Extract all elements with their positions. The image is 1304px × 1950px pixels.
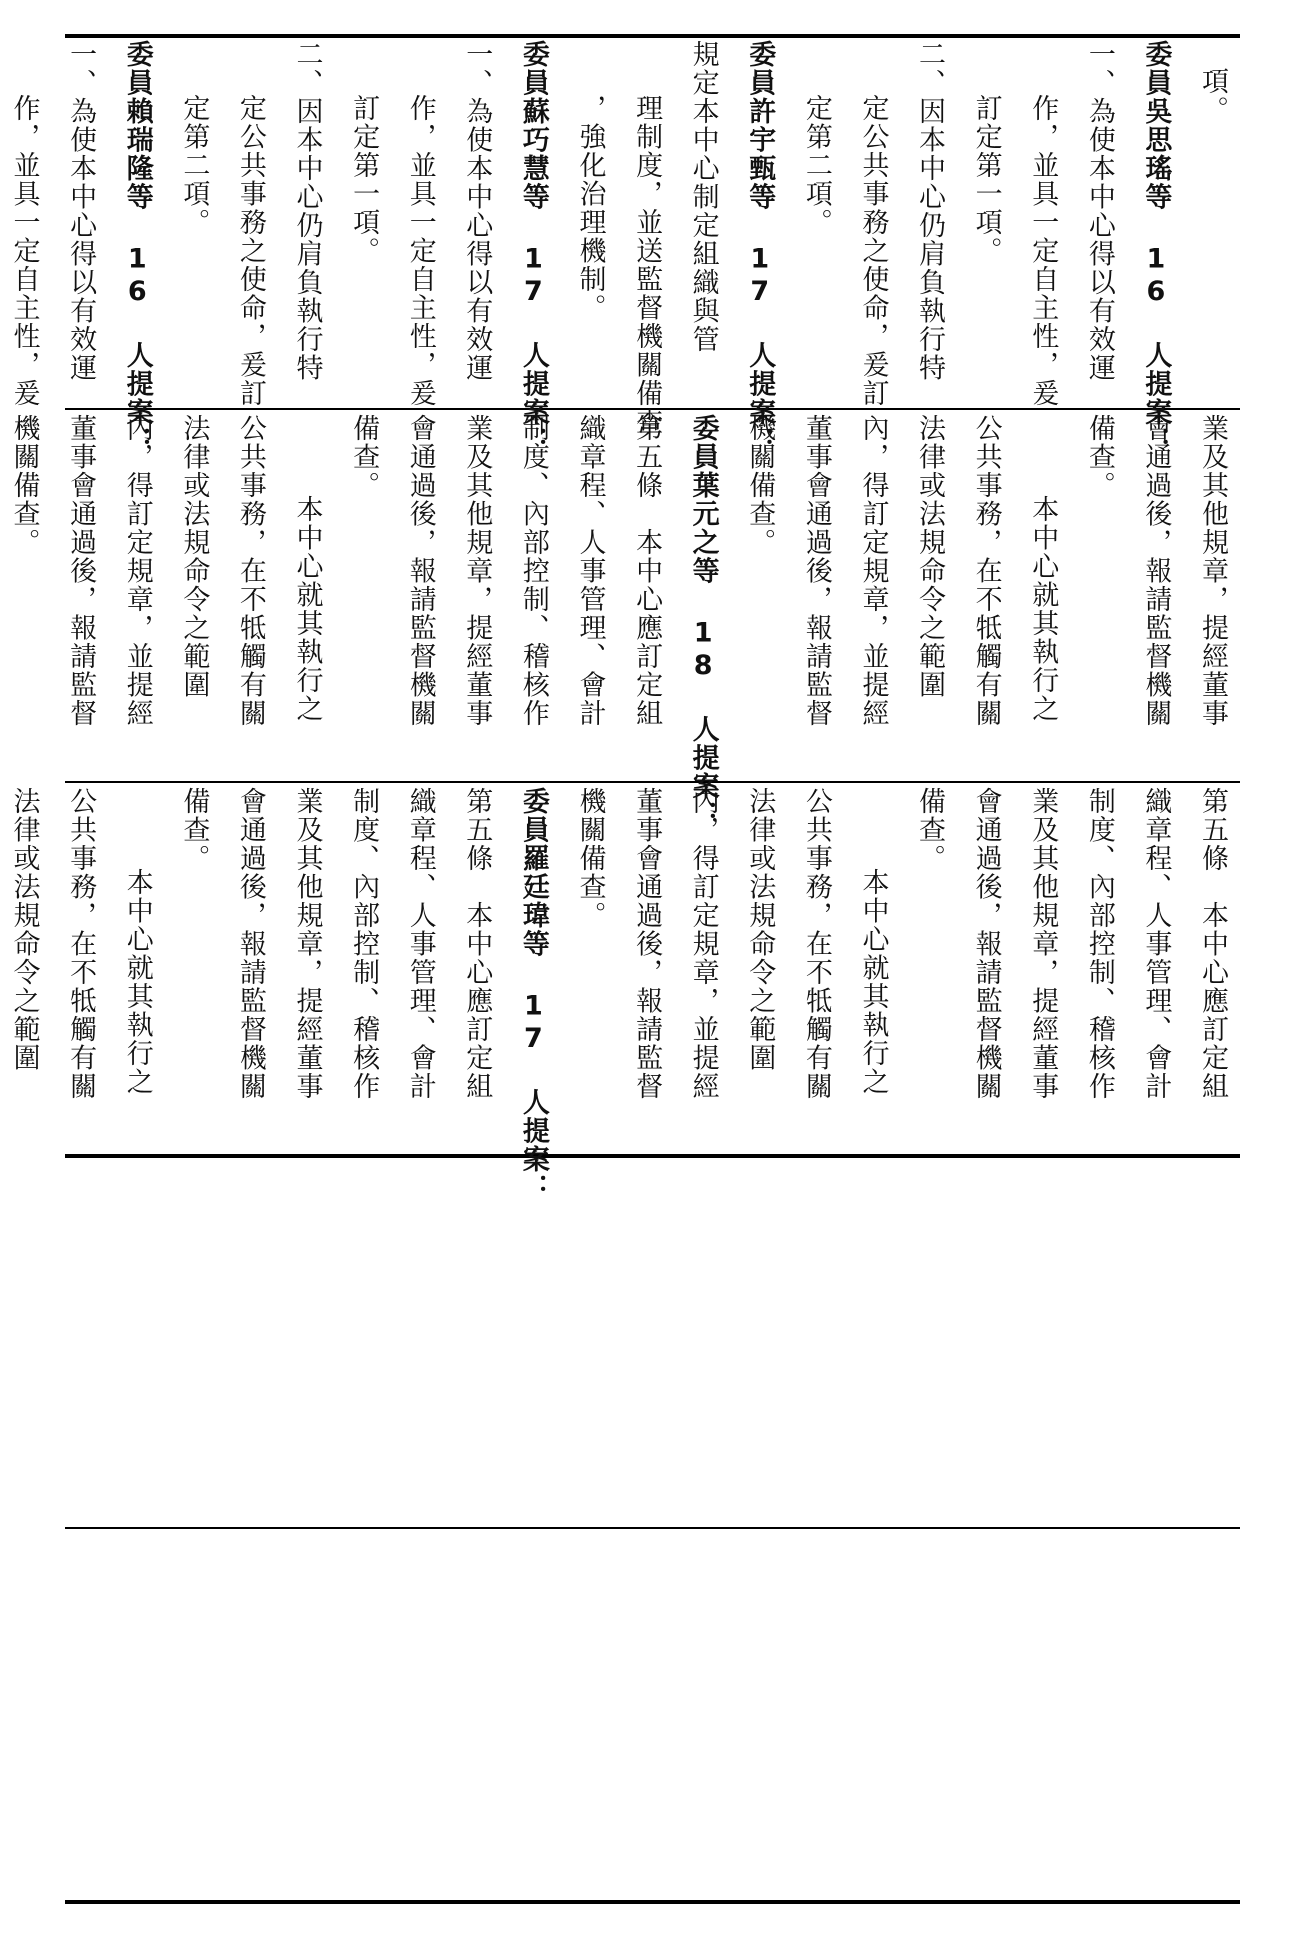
line-text: 會通過後，報請監督機關 — [1140, 414, 1172, 728]
line-text: 作，並具一定自主性，爰 — [404, 94, 436, 408]
text-line — [448, 787, 505, 1151]
text-line — [1070, 414, 1127, 778]
line-text: 業及其他規章，提經董事 — [461, 414, 493, 728]
proposer-heading: 委員葉元之等 18 人提案： — [687, 414, 719, 829]
line-text: 法律或法規命令之範圍 — [744, 787, 776, 1072]
line-text: 二、因本中心仍肩負執行特 — [914, 40, 946, 382]
proposer-heading: 委員蘇巧慧等 17 人提案： — [517, 40, 549, 455]
text-line — [504, 40, 561, 455]
line-text: 會通過後，報請監督機關 — [970, 787, 1002, 1101]
proposer-heading: 委員許宇甄等 17 人提案： — [744, 40, 776, 455]
proposer-heading: 委員羅廷瑋等 17 人提案： — [517, 787, 549, 1202]
line-text: 本中心就其執行之 — [121, 868, 153, 1096]
text-line — [165, 414, 222, 778]
text-line — [1127, 40, 1184, 455]
text-line — [0, 40, 52, 408]
text-line — [561, 414, 618, 778]
cell-explanation — [8, 40, 1240, 455]
text-line — [900, 40, 957, 405]
text-line — [0, 414, 52, 778]
line-text: ，強化治理機制。 — [574, 94, 606, 322]
line-text: 項。 — [1197, 67, 1228, 124]
text-line — [0, 787, 52, 1151]
text-line — [957, 414, 1014, 778]
text-line — [448, 414, 505, 778]
line-text: 規定本中心制定組織與管 — [687, 40, 719, 354]
text-line — [165, 40, 222, 405]
text-line — [221, 787, 278, 1151]
line-text: 訂定第一項。 — [970, 94, 1002, 265]
text-line — [957, 40, 1014, 405]
text-line — [731, 414, 788, 778]
line-text: 二、因本中心仍肩負執行特 — [291, 40, 323, 382]
text-line — [391, 414, 448, 778]
line-text: 本中心就其執行之 — [1027, 495, 1059, 723]
line-text: 公共事務，在不牴觸有關 — [800, 787, 832, 1101]
text-line — [1183, 40, 1240, 405]
line-text: 法律或法規命令之範圍 — [178, 414, 210, 699]
line-text: 訂定第一項。 — [348, 94, 380, 265]
line-text: 機關備查。 — [8, 414, 40, 557]
text-line — [391, 40, 448, 408]
text-line — [52, 40, 109, 405]
line-text: 定公共事務之使命，爰訂 — [234, 94, 266, 408]
line-text: 備查。 — [348, 414, 380, 500]
text-line — [278, 414, 335, 778]
text-line — [674, 40, 731, 405]
text-line — [674, 787, 731, 1151]
text-line — [900, 414, 957, 778]
line-text: 定公共事務之使命，爰訂 — [857, 94, 889, 408]
line-text: 業及其他規章，提經董事 — [1027, 787, 1059, 1101]
line-text: 織章程、人事管理、會計 — [574, 414, 606, 728]
text-line — [335, 414, 392, 778]
text-line — [221, 414, 278, 778]
line-text: 董事會通過後，報請監督 — [65, 414, 97, 728]
line-text: 法律或法規命令之範圍 — [914, 414, 946, 699]
line-text: 業及其他規章，提經董事 — [291, 787, 323, 1101]
text-line — [844, 40, 901, 408]
cell-explanation-text — [0, 40, 1240, 455]
row-divider-2 — [65, 781, 1240, 783]
cell-empty-2 — [65, 1533, 1240, 1897]
text-line — [844, 787, 901, 1151]
text-line — [617, 414, 674, 778]
text-line — [900, 787, 957, 1151]
line-text: 制度、內部控制、稽核作 — [348, 787, 380, 1101]
cell-original — [8, 787, 1240, 1202]
line-text: 作，並具一定自主性，爰 — [1027, 94, 1059, 408]
text-line — [1014, 40, 1071, 408]
cell-proposal-text — [0, 414, 1240, 829]
cell-original-text — [0, 787, 1240, 1202]
text-line — [1183, 414, 1240, 778]
text-line — [108, 40, 165, 455]
cell-empty-1 — [65, 1160, 1240, 1524]
row-divider-4 — [65, 1527, 1240, 1529]
text-line — [787, 787, 844, 1151]
line-text: 織章程、人事管理、會計 — [1140, 787, 1172, 1101]
text-line — [1127, 414, 1184, 778]
row-divider-3 — [65, 1154, 1240, 1158]
line-text: 定第二項。 — [800, 94, 832, 237]
text-line — [957, 787, 1014, 1151]
text-line — [617, 787, 674, 1151]
text-line — [561, 40, 618, 405]
text-line — [1014, 787, 1071, 1151]
line-text: 第五條 本中心應訂定組 — [631, 414, 663, 728]
text-line — [787, 414, 844, 778]
text-line — [1183, 787, 1240, 1151]
line-text: 備查。 — [1083, 414, 1115, 500]
line-text: 定第二項。 — [178, 94, 210, 237]
text-line — [674, 414, 731, 829]
text-line — [221, 40, 278, 408]
line-text: 公共事務，在不牴觸有關 — [970, 414, 1002, 728]
line-text: 本中心就其執行之 — [857, 868, 889, 1096]
line-text: 內，得訂定規章，並提經 — [121, 414, 153, 728]
line-text: 業及其他規章，提經董事 — [1197, 414, 1228, 728]
line-text: 第五條 本中心應訂定組 — [1197, 787, 1228, 1101]
text-line — [108, 414, 165, 778]
line-text: 內，得訂定規章，並提經 — [857, 414, 889, 728]
line-text: 第五條 本中心應訂定組 — [461, 787, 493, 1101]
line-text: 制度、內部控制、稽核作 — [517, 414, 549, 728]
line-text: 內，得訂定規章，並提經 — [687, 787, 719, 1101]
text-line — [335, 787, 392, 1151]
text-line — [391, 787, 448, 1151]
line-text: 一、為使本中心得以有效運 — [1083, 40, 1115, 382]
line-text: 公共事務，在不牴觸有關 — [234, 414, 266, 728]
line-text: 備查。 — [914, 787, 946, 873]
text-line — [1070, 40, 1127, 405]
text-line — [448, 40, 505, 405]
line-text: 法律或法規命令之範圍 — [8, 787, 40, 1072]
line-text: 織章程、人事管理、會計 — [404, 787, 436, 1101]
line-text: 理制度，並送監督機關備查 — [631, 94, 663, 436]
line-text: 備查。 — [178, 787, 210, 873]
text-line — [504, 787, 561, 1202]
text-line — [52, 414, 109, 778]
table-top-border — [65, 34, 1240, 38]
text-line — [278, 40, 335, 405]
line-text: 作，並具一定自主性，爰 — [8, 94, 40, 408]
text-line — [561, 787, 618, 1151]
text-line — [1014, 414, 1071, 778]
line-text: 一、為使本中心得以有效運 — [461, 40, 493, 382]
text-line — [731, 787, 788, 1151]
line-text: 制度、內部控制、稽核作 — [1083, 787, 1115, 1101]
line-text: 一、為使本中心得以有效運 — [65, 40, 97, 382]
line-text: 董事會通過後，報請監督 — [800, 414, 832, 728]
text-line — [787, 40, 844, 405]
line-text: 董事會通過後，報請監督 — [631, 787, 663, 1101]
line-text: 本中心就其執行之 — [291, 495, 323, 723]
text-line — [108, 787, 165, 1151]
table-bottom-border — [65, 1900, 1240, 1904]
text-line — [1127, 787, 1184, 1151]
text-line — [165, 787, 222, 1151]
line-text: 會通過後，報請監督機關 — [234, 787, 266, 1101]
line-text: 機關備查。 — [574, 787, 606, 930]
text-line — [335, 40, 392, 405]
line-text: 公共事務，在不牴觸有關 — [65, 787, 97, 1101]
text-line — [844, 414, 901, 778]
text-line — [1070, 787, 1127, 1151]
proposer-heading: 委員賴瑞隆等 16 人提案： — [121, 40, 153, 455]
proposer-heading: 委員吳思瑤等 16 人提案： — [1140, 40, 1172, 455]
text-line — [731, 40, 788, 455]
text-line — [617, 40, 674, 436]
cell-proposal — [8, 414, 1240, 829]
text-line — [52, 787, 109, 1151]
line-text: 會通過後，報請監督機關 — [404, 414, 436, 728]
line-text: 機關備查。 — [744, 414, 776, 557]
text-line — [278, 787, 335, 1151]
text-line — [504, 414, 561, 778]
